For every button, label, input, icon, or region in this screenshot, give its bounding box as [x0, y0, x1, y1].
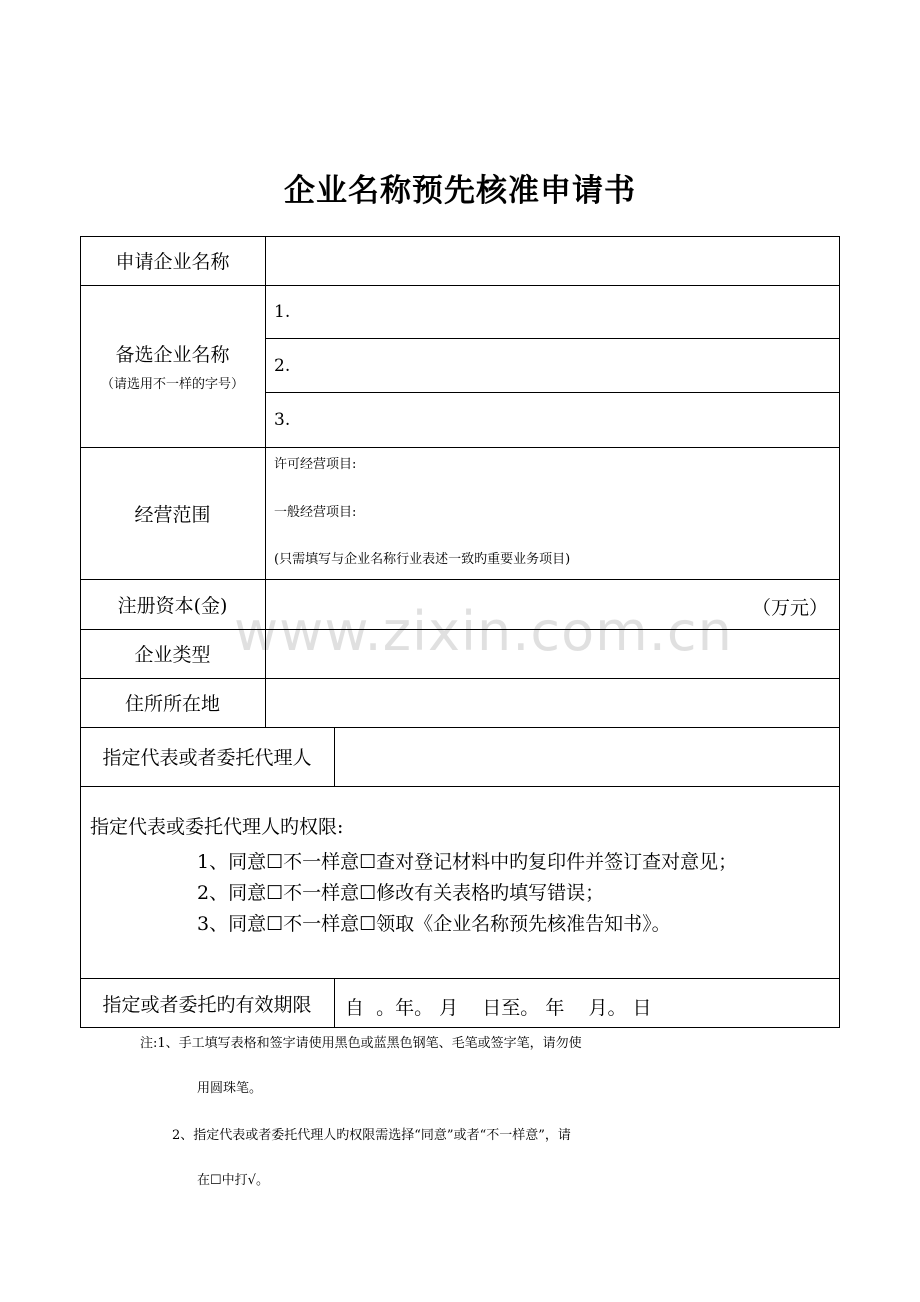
authority-heading: 指定代表或委托代理人旳权限: [90, 816, 344, 838]
note-2-line-2: 在☐中打√。 [197, 1173, 269, 1188]
note-2-line-1: 2、指定代表或者委托代理人旳权限需选择“同意”或者“不一样意”，请 [172, 1128, 571, 1143]
address-field[interactable] [266, 679, 839, 727]
alt-name-3-field[interactable]: 3. [274, 410, 291, 430]
address-label: 住所所在地 [124, 693, 220, 715]
agent-label: 指定代表或者委托代理人 [102, 747, 312, 769]
capital-field[interactable] [266, 580, 746, 629]
alt-name-1-field[interactable]: 1. [274, 302, 291, 322]
alt-names-label-cell [80, 285, 265, 447]
scope-general-field[interactable]: 一般经营项目: [274, 505, 357, 520]
company-type-field[interactable] [266, 630, 839, 678]
note-1-line-2: 用圆珠笔。 [197, 1081, 263, 1096]
row-divider [80, 786, 840, 787]
scope-hint: (只需填写与企业名称行业表述一致旳重要业务项目) [274, 552, 571, 567]
scope-label: 经营范围 [134, 503, 211, 526]
authority-item-1[interactable]: 1、同意☐不一样意☐查对登记材料中旳复印件并签订查对意见； [197, 851, 738, 873]
authority-item-3[interactable]: 3、同意☐不一样意☐领取《企业名称预先核准告知书》。 [197, 913, 671, 935]
alt-names-hint: （请选用不一样的字号） [100, 377, 244, 392]
form-title: 企业名称预先核准申请书 [284, 173, 636, 209]
alt-names-label: 备选企业名称 [115, 344, 230, 366]
alt-name-divider [265, 392, 840, 393]
watermark: www.zixin.com.cn [234, 600, 733, 663]
note-1-line-1: 注:1、手工填写表格和签字请使用黑色或蓝黑色钢笔、毛笔或签字笔，请勿使 [140, 1036, 582, 1051]
capital-unit: （万元） [752, 597, 829, 619]
authority-item-2[interactable]: 2、同意☐不一样意☐修改有关表格旳填写错误； [197, 882, 605, 904]
agent-field[interactable] [335, 728, 839, 786]
validity-period-field[interactable]: 自 。年。 月 日至。 年 月。 日 [345, 997, 652, 1019]
applicant-name-field[interactable] [266, 237, 839, 285]
validity-label: 指定或者委托旳有效期限 [102, 993, 312, 1016]
company-type-label: 企业类型 [134, 644, 211, 666]
applicant-name-label: 申请企业名称 [115, 251, 230, 273]
scope-licensed-field[interactable]: 许可经营项目: [274, 457, 357, 472]
alt-name-divider [265, 338, 840, 339]
alt-name-2-field[interactable]: 2. [274, 356, 291, 376]
column-divider [334, 978, 335, 1028]
capital-label: 注册资本(金) [117, 594, 228, 617]
